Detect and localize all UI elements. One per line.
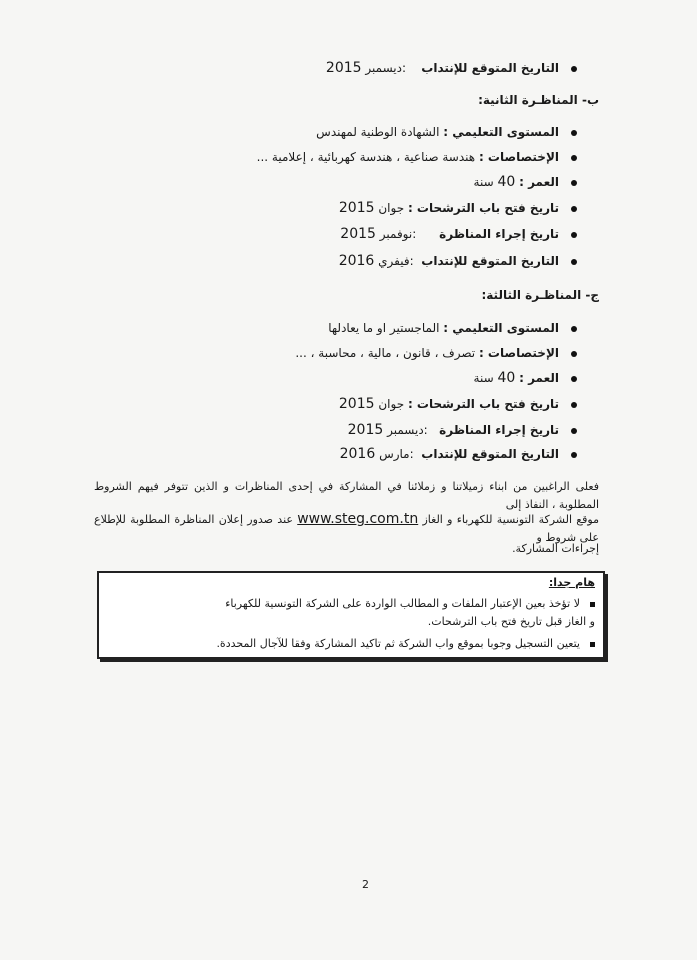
label: التاريخ المتوقع للإنتداب	[421, 254, 559, 268]
c-age-item	[157, 370, 577, 386]
section-c-heading: ج- المناظـرة الثالثة:	[481, 288, 599, 302]
label: المستوى التعليمي :	[443, 125, 559, 139]
square-bullet-icon	[590, 602, 595, 607]
value: الماجستير او ما يعادلها	[328, 321, 440, 335]
label: التاريخ المتوقع للإنتداب	[421, 447, 559, 461]
label: تاريخ إجراء المناظرة	[439, 227, 559, 241]
a-start-date-item: التاريخ المتوقع للإنتداب :ديسمبر 2015	[157, 60, 577, 76]
value: الشهادة الوطنية لمهندس	[316, 125, 440, 139]
month: ديسمبر	[387, 423, 424, 437]
label: العمر :	[519, 175, 559, 189]
notice-text: لا تؤخذ بعين الإعتبار الملفات و المطالب الواردة على الشركة التونسية للكهرباء	[225, 597, 580, 610]
b-spec-item	[157, 149, 577, 165]
bullet-icon	[571, 452, 577, 458]
label: العمر :	[519, 371, 559, 385]
c-start-item: التاريخ المتوقع للإنتداب :مارس 2016	[157, 446, 577, 462]
bullet-icon	[571, 351, 577, 357]
notice-title: هام جدا:	[548, 576, 595, 589]
month: مارس	[379, 447, 410, 461]
age-unit: سنة	[473, 371, 494, 385]
bullet-icon	[571, 206, 577, 212]
c-exam-item: تاريخ إجراء المناظرة :ديسمبر 2015	[157, 422, 577, 438]
label: تاريخ فتح باب الترشحات :	[407, 201, 559, 215]
age-unit: سنة	[473, 175, 494, 189]
label: المستوى التعليمي :	[443, 321, 559, 335]
month: نوفمبر	[379, 227, 413, 241]
year: 2016	[339, 446, 376, 462]
paragraph-line-3: إجراءات المشاركة.	[512, 542, 599, 555]
bullet-icon	[571, 180, 577, 186]
notice-text: يتعين التسجيل وجوبا بموقع واب الشركة ثم تاكيد المشاركة وفقا للآجال المحددة.	[216, 637, 580, 650]
age-number: 40	[497, 370, 516, 386]
year: 2015	[338, 396, 375, 412]
value: تصرف ، قانون ، مالية ، محاسبة ، ...	[295, 346, 476, 360]
section-b-heading: ب- المناظـرة الثانية:	[478, 93, 599, 107]
b-exam-item: تاريخ إجراء المناظرة :نوفمبر 2015	[157, 226, 577, 242]
year: 2015	[340, 226, 376, 242]
bullet-icon	[571, 66, 577, 72]
month: جوان	[378, 397, 405, 411]
bullet-icon	[571, 259, 577, 265]
page-number: 2	[362, 878, 369, 891]
month: فيفري	[378, 254, 410, 268]
bullet-icon	[571, 326, 577, 332]
notice-item-1	[115, 595, 595, 612]
value: ديسمبر	[365, 61, 402, 75]
label: التاريخ المتوقع للإنتداب	[421, 61, 559, 75]
bullet-icon	[571, 428, 577, 434]
year: 2016	[338, 253, 375, 269]
c-open-item	[157, 396, 577, 412]
paragraph-line-1: فعلى الراغبين من ابناء زميلاتنا و زملائنا في المشاركة في إحدى المناظرات و الذين تتوفر فيهم الشروط المطلوبة ، النفاذ إلى	[94, 480, 599, 511]
label: تاريخ إجراء المناظرة	[439, 423, 559, 437]
notice-item-2	[115, 635, 595, 652]
important-notice-box	[97, 571, 605, 659]
year: 2015	[325, 60, 362, 76]
label: الإختصاصات :	[478, 346, 559, 360]
label: الإختصاصات :	[478, 150, 559, 164]
paragraph-text: عند صدور إعلان المناظرة المطلوبة للإطلاع على شروط و	[94, 513, 599, 544]
paragraph-text: موقع الشركة التونسية للكهرباء و الغاز	[422, 513, 599, 526]
square-bullet-icon	[590, 642, 595, 647]
label: تاريخ فتح باب الترشحات :	[407, 397, 559, 411]
bullet-icon	[571, 402, 577, 408]
bullet-icon	[571, 155, 577, 161]
bullet-icon	[571, 376, 577, 382]
bullet-icon	[571, 130, 577, 136]
value: هندسة صناعية ، هندسة كهربائية ، إعلامية ...	[256, 150, 476, 164]
b-age-item	[157, 174, 577, 190]
age-number: 40	[497, 174, 516, 190]
bullet-icon	[571, 232, 577, 238]
b-level-item	[157, 124, 577, 140]
c-spec-item	[157, 345, 577, 361]
year: 2015	[338, 200, 375, 216]
notice-item-1-cont: و الغاز قبل تاريخ فتح باب الترشحات.	[427, 615, 595, 628]
c-level-item	[157, 320, 577, 336]
website-link[interactable]: www.steg.com.tn	[297, 511, 419, 527]
month: جوان	[378, 201, 405, 215]
b-open-item	[157, 200, 577, 216]
year: 2015	[347, 422, 384, 438]
b-start-item: التاريخ المتوقع للإنتداب :فيفري 2016	[157, 253, 577, 269]
